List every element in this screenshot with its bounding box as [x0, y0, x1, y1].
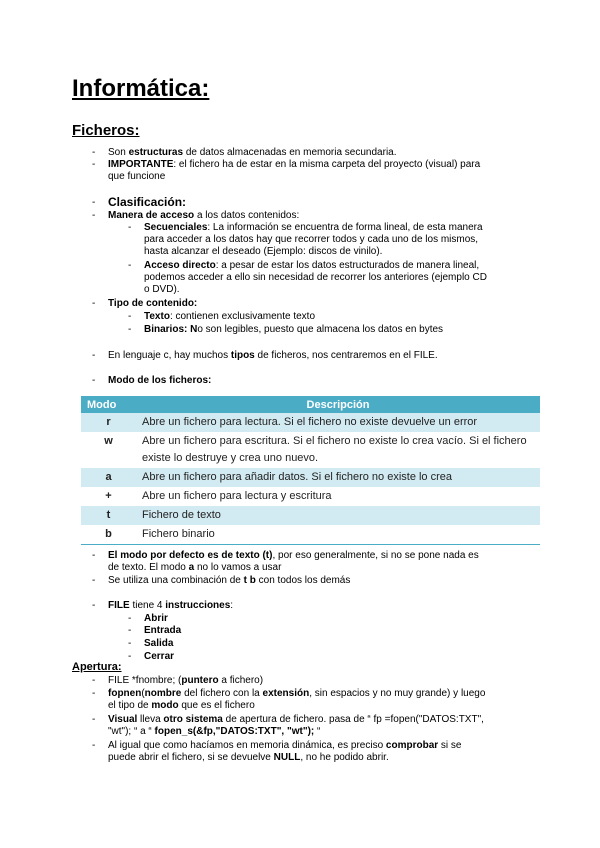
bullet: -: [92, 688, 96, 699]
apertura-line-4: Al igual que como hacíamos en memoria dinámica, es preciso comprobar si se: [108, 740, 462, 751]
header-modo: Modo: [81, 396, 136, 413]
secuenciales-line-3: hasta alcanzar el deseado (Ejemplo: discos de vinilo).: [144, 246, 383, 257]
tipo-line: Tipo de contenido:: [108, 298, 198, 309]
modos-heading: Modo de los ficheros:: [108, 375, 212, 386]
section-heading-apertura: Apertura:: [72, 661, 122, 673]
desc-cell: Fichero de texto: [136, 506, 540, 525]
table-header-row: [81, 396, 540, 413]
instruccion-item: Abrir: [144, 613, 168, 624]
mode-cell: b: [81, 525, 136, 545]
table-row: [81, 506, 540, 525]
desc-cell: Abre un fichero para añadir datos. Si el fichero no existe lo crea: [136, 468, 540, 487]
instruccion-item: Entrada: [144, 625, 182, 636]
page-title: Informática:: [72, 75, 210, 102]
desc-cell: Abre un fichero para lectura. Si el fichero no existe devuelve un error: [136, 413, 540, 432]
table-row: [81, 413, 540, 432]
desc-cell: Abre un fichero para lectura y escritura: [136, 487, 540, 506]
table-row: [81, 525, 540, 545]
mode-cell: +: [81, 487, 136, 506]
binarios-line: Binarios: No son legibles, puesto que almacena los datos en bytes: [144, 324, 444, 335]
apertura-line-4-cont: puede abrir el fichero, si se devuelve NULL, no he podido abrir.: [108, 752, 389, 763]
apertura-line-2-cont: el tipo de modo que es el fichero: [108, 700, 255, 711]
bullet: -: [92, 210, 96, 221]
bullet: -: [128, 625, 132, 636]
apertura-line-2: fopnen(nombre del fichero con la extensión, sin espacios y no muy grande) y luego: [108, 688, 486, 699]
directo-line-1: Acceso directo: a pesar de estar los datos estructurados de manera lineal,: [144, 260, 480, 271]
mode-cell: a: [81, 468, 136, 487]
mode-cell: r: [81, 413, 136, 432]
apertura-line-1: FILE *fnombre; (puntero a fichero): [108, 675, 264, 686]
bullet: -: [128, 311, 132, 322]
instruccion-item: Salida: [144, 638, 174, 649]
bullet: -: [92, 375, 96, 386]
intro-line-2: IMPORTANTE: el fichero ha de estar en la misma carpeta del proyecto (visual) para: [108, 159, 481, 170]
mode-cell: w: [81, 432, 136, 468]
instrucciones-line: FILE tiene 4 instrucciones:: [108, 600, 234, 611]
intro-line-2-cont: que funcione: [108, 171, 166, 182]
table-row: [81, 487, 540, 506]
apertura-line-3-cont: "wt"); “ a “ fopen_s(&fp,"DATOS:TXT", "wt"); “: [108, 726, 321, 737]
defecto-line: El modo por defecto es de texto (t), por eso generalmente, si no se pone nada es: [108, 550, 479, 561]
bullet: -: [92, 675, 96, 686]
bullet: -: [128, 613, 132, 624]
mode-cell: t: [81, 506, 136, 525]
table-row: [81, 432, 540, 468]
table-row: [81, 468, 540, 487]
bullet: -: [92, 714, 96, 725]
secuenciales-line-1: Secuenciales: La información se encuentra de forma lineal, de esta manera: [144, 222, 483, 233]
apertura-line-3: Visual lleva otro sistema de apertura de fichero. pasa de “ fp =fopen("DATOS:TXT",: [108, 714, 484, 725]
desc-cell: Abre un fichero para escritura. Si el fichero no existe lo crea vacío. Si el fichero existe lo destruye y crea uno nuevo.: [136, 432, 540, 468]
modes-table: [81, 396, 540, 545]
bullet: -: [92, 147, 96, 158]
directo-line-2: podemos acceder a ello sin necesidad de recorrer los anteriores (ejemplo CD: [144, 272, 487, 283]
acceso-line: Manera de acceso a los datos contenidos:: [108, 210, 300, 221]
bullet: -: [128, 638, 132, 649]
intro-line-1: Son estructuras de datos almacenadas en memoria secundaria.: [108, 147, 397, 158]
bullet: -: [128, 222, 132, 233]
combinacion-line: Se utiliza una combinación de t b con todos los demás: [108, 575, 351, 586]
bullet: -: [92, 740, 96, 751]
desc-cell: Fichero binario: [136, 525, 540, 545]
bullet: -: [128, 651, 132, 662]
lenguaje-line: En lenguaje c, hay muchos tipos de ficheros, nos centraremos en el FILE.: [108, 350, 438, 361]
defecto-line-cont: de texto. El modo a no lo vamos a usar: [108, 562, 282, 573]
texto-line: Texto: contienen exclusivamente texto: [144, 311, 316, 322]
bullet: -: [92, 298, 96, 309]
header-descripcion: Descripción: [136, 396, 540, 413]
bullet: -: [92, 575, 96, 586]
directo-line-3: o DVD).: [144, 284, 180, 295]
instruccion-item: Cerrar: [144, 651, 175, 662]
bullet: -: [128, 324, 132, 335]
bullet: -: [128, 260, 132, 271]
bullet: -: [92, 550, 96, 561]
bullet: -: [92, 159, 96, 170]
bullet: -: [92, 600, 96, 611]
clasificacion-heading: Clasificación:: [108, 195, 187, 209]
bullet: -: [92, 197, 96, 208]
secuenciales-line-2: para acceder a los datos hay que recorrer todos y cada uno de los mismos,: [144, 234, 479, 245]
bullet: -: [92, 350, 96, 361]
section-heading-ficheros: Ficheros:: [72, 122, 140, 139]
